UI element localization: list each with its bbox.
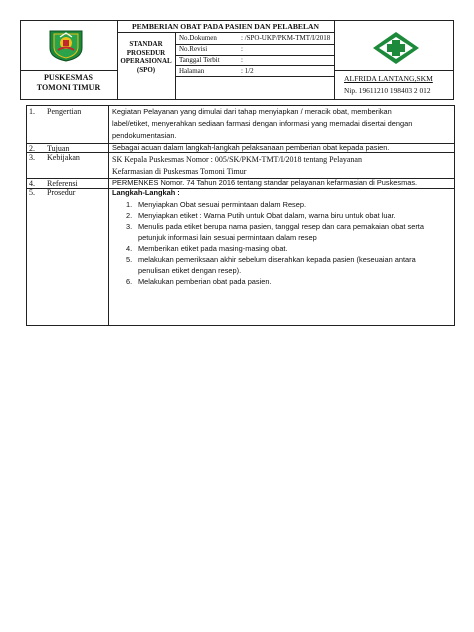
list-item: 5. melakukan pemeriksaan akhir sebelum diserahkan kepada pasien (keseuaian antara penulisan etiket dengan resep). <box>126 255 416 275</box>
organization-name: PUSKESMAS TOMONI TIMUR <box>36 73 101 92</box>
row-label: Pengertian <box>47 107 82 116</box>
list-item: 1. Menyiapkan Obat sesuai permintaan dalam Resep. <box>126 200 307 209</box>
row-label: Prosedur <box>47 188 76 197</box>
procedure-steps <box>126 199 424 287</box>
field-no-revisi-label: No.Revisi <box>179 45 208 53</box>
spo-label: STANDAR PROSEDUR OPERASIONAL (SPO) <box>120 40 172 74</box>
field-no-revisi-value: : <box>241 45 243 53</box>
row-label: Kebijakan <box>47 153 80 162</box>
field-tanggal-terbit-label: Tanggal Terbit <box>179 56 220 64</box>
document-title: PEMBERIAN OBAT PADA PASIEN DAN PELABELAN <box>132 22 319 31</box>
row-content: Sebagai acuan dalam langkah-langkah pelaksanaan pemberian obat kepada pasien. <box>112 143 390 152</box>
row-label: Referensi <box>47 179 78 188</box>
puskesmas-cross-logo <box>370 29 422 67</box>
field-no-dokumen-label: No.Dokumen <box>179 34 217 42</box>
row-number: 5. <box>29 188 35 197</box>
row-content: Kegiatan Pelayanan yang dimulai dari tahap menyiapkan / meracik obat, memberikan label/etiket, menyerahkan sediaan farmasi dengan informasi yang memadai disertai dengan pendokumentasian. <box>112 107 413 140</box>
row-label: Tujuan <box>47 144 70 153</box>
row-content: PERMENKES Nomor. 74 Tahun 2016 tentang standar pelayanan kefarmasian di Puskesmas. <box>112 178 418 187</box>
field-tanggal-terbit-value: : <box>241 56 243 64</box>
field-halaman-value: : 1/2 <box>241 67 254 75</box>
row-number: 3. <box>29 153 35 162</box>
field-halaman-label: Halaman <box>179 67 205 75</box>
signer-nip: Nip. 19611210 198403 2 012 <box>344 86 431 95</box>
list-item: 4. Memberikan etiket pada masing-masing obat. <box>126 244 288 253</box>
list-item: 2. Menyiapkan etiket : Warna Putih untuk Obat dalam, warna biru untuk obat luar. <box>126 211 396 220</box>
regional-emblem-logo <box>47 28 85 62</box>
procedure-heading: Langkah-Langkah : <box>112 188 180 197</box>
row-content: SK Kepala Puskesmas Nomor : 005/SK/PKM-TMT/I/2018 tentang Pelayanan Kefarmasian di Puskesmas Tomoni Timur <box>112 155 362 176</box>
field-no-dokumen-value: : /SPO-UKP/PKM-TMT/I/2018 <box>241 34 331 42</box>
row-number: 4. <box>29 179 35 188</box>
signer-name: ALFRIDA LANTANG,SKM <box>344 74 433 83</box>
row-number: 2. <box>29 144 35 153</box>
list-item: 3. Menulis pada etiket berupa nama pasien, tanggal resep dan cara pemakaian obat serta petunjuk informasi lain sesuai permintaan dalam resep <box>126 222 424 242</box>
row-number: 1. <box>29 107 35 116</box>
list-item: 6. Melakukan pemberian obat pada pasien. <box>126 277 272 286</box>
